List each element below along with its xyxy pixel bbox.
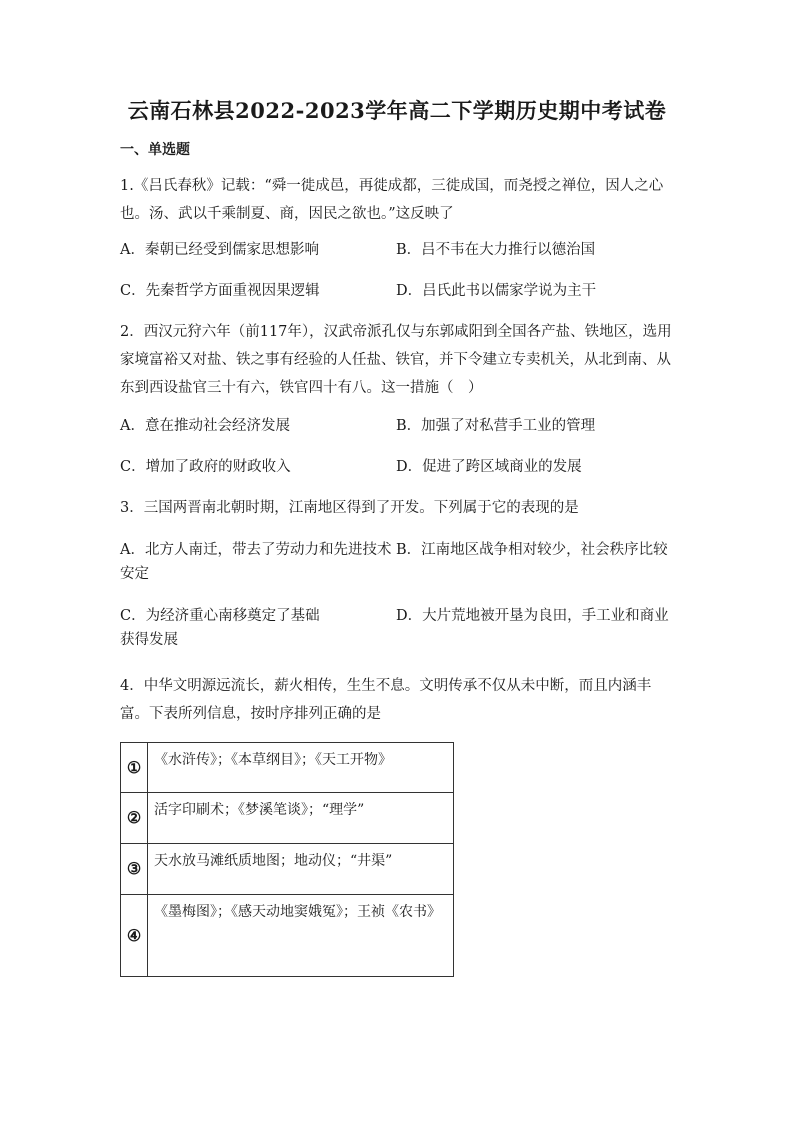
question-3-option-b[interactable]: B．江南地区战争相对较少，社会秩序比较安定 [120, 542, 668, 582]
row-number: ① [121, 743, 148, 793]
question-1-stem: 1.《吕氏春秋》记载：“舜一徙成邑，再徙成都，三徙成国，而尧授之禅位，因人之心也。汤、武以千乘制夏、商，因民之欲也。”这反映了 [120, 178, 664, 222]
row-number: ② [121, 793, 148, 844]
table-row [121, 895, 454, 977]
question-3-option-a[interactable]: A．北方人南迁，带去了劳动力和先进技术 [120, 542, 392, 558]
section-heading: 一、单选题 [120, 142, 190, 158]
question-3-option-c[interactable]: C．为经济重心南移奠定了基础 [120, 608, 320, 624]
row-text: 活字印刷术；《梦溪笔谈》；“理学” [148, 793, 454, 844]
question-2-option-c[interactable]: C．增加了政府的财政收入 [120, 459, 291, 475]
row-number: ④ [121, 895, 148, 977]
question-2-option-b[interactable]: B．加强了对私营手工业的管理 [396, 418, 596, 434]
row-number: ③ [121, 844, 148, 895]
question-4-table [120, 742, 454, 977]
table-row [121, 793, 454, 844]
question-2-option-a[interactable]: A．意在推动社会经济发展 [120, 418, 290, 434]
question-1-option-c[interactable]: C．先秦哲学方面重视因果逻辑 [120, 283, 320, 299]
question-1-option-a[interactable]: A．秦朝已经受到儒家思想影响 [120, 242, 319, 258]
row-text: 天水放马滩纸质地图；地动仪；“井渠” [148, 844, 454, 895]
table-row [121, 743, 454, 793]
question-4-stem: 4．中华文明源远流长，薪火相传，生生不息。文明传承不仅从未中断，而且内涵丰富。下表所列信息，按时序排列正确的是 [120, 678, 652, 722]
exam-title: 云南石林县2022-2023学年高二下学期历史期中考试卷 [127, 98, 667, 123]
question-2-stem: 2．西汉元狩六年（前117年），汉武帝派孔仅与东郭咸阳到全国各产盐、铁地区，选用家境富裕又对盐、铁之事有经验的人任盐、铁官，并下令建立专卖机关，从北到南、从东到西设盐官三十有六，铁官四十有八。这一措施（ ） [120, 324, 672, 396]
row-text: 《墨梅图》；《感天动地窦娥冤》；王祯《农书》 [148, 895, 454, 977]
row-text: 《水浒传》；《本草纲目》；《天工开物》 [148, 743, 454, 793]
question-1-option-b[interactable]: B．吕不韦在大力推行以德治国 [396, 242, 596, 258]
question-3-option-d[interactable]: D．大片荒地被开垦为良田，手工业和商业获得发展 [120, 608, 669, 648]
question-3-stem: 3．三国两晋南北朝时期，江南地区得到了开发。下列属于它的表现的是 [120, 500, 579, 516]
question-2-option-d[interactable]: D．促进了跨区域商业的发展 [396, 459, 582, 475]
question-1-option-d[interactable]: D．吕氏此书以儒家学说为主干 [396, 283, 597, 299]
table-row [121, 844, 454, 895]
